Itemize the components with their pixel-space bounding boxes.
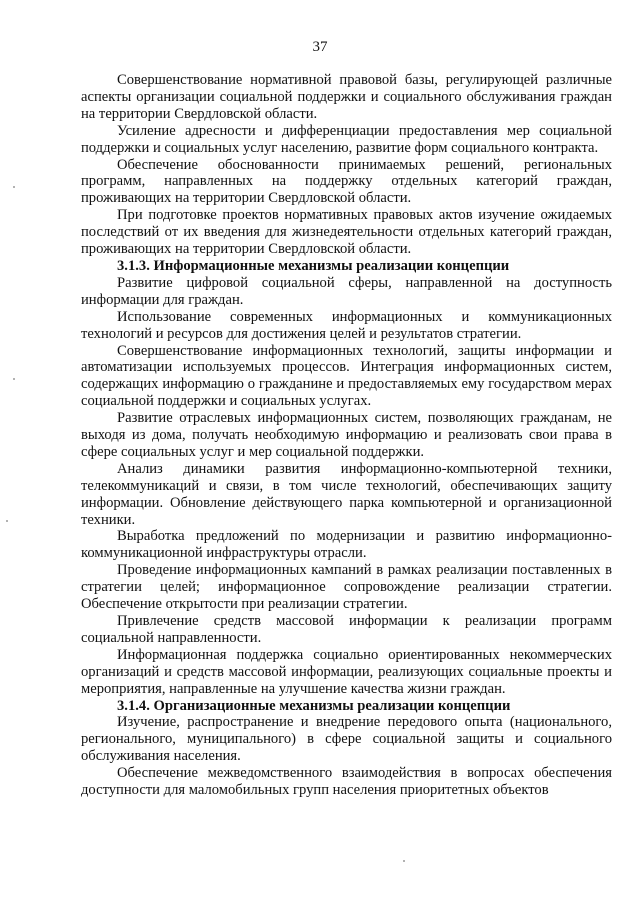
paragraph: Анализ динамики развития информационно-компьютерной техники, телекоммуникаций и связи, в том числе технологий, обеспечивающих защиту информации. Обновление действующего парка компьютерной и организационной техники.	[81, 460, 612, 528]
paragraph: При подготовке проектов нормативных правовых актов изучение ожидаемых последствий от их введения для жизнедеятельности отдельных категорий граждан, проживающих на территории Свердловской области.	[81, 207, 612, 258]
section-heading: 3.1.3. Информационные механизмы реализации концепции	[117, 257, 510, 274]
scan-speck	[13, 378, 15, 380]
paragraph: Развитие цифровой социальной сферы, направленной на доступность информации для граждан.	[81, 274, 612, 308]
scan-speck	[13, 186, 15, 188]
paragraph: Развитие отраслевых информационных систем, позволяющих гражданам, не выходя из дома, получать необходимую информацию и реализовать свои права в сфере социальных услуг и мер социальной поддержки.	[81, 410, 612, 460]
paragraph: Усиление адресности и дифференциации предоставления мер социальной поддержки и социальных услуг населению, развитие форм социального контракта.	[81, 122, 612, 156]
paragraph: Использование современных информационных и коммуникационных технологий и ресурсов для достижения целей и результатов стратегии.	[81, 308, 612, 342]
scan-speck	[6, 520, 8, 522]
scan-speck	[403, 860, 405, 862]
paragraph: Информационная поддержка социально ориентированных некоммерческих организаций и средств массовой информации, реализующих социальные проекты и мероприятия, направленные на улучшение качества жизни граждан.	[81, 646, 612, 697]
paragraph: Совершенствование нормативной правовой базы, регулирующей различные аспекты организации социальной поддержки и социального обслуживания граждан на территории Свердловской области.	[81, 72, 612, 122]
paragraph: Выработка предложений по модернизации и развитию информационно-коммуникационной инфраструктуры отрасли.	[81, 528, 612, 562]
paragraph: Совершенствование информационных технологий, защиты информации и автоматизации используемых процессов. Интеграция информационных систем, содержащих информацию о гражданине и предоставляемых ему государством мерах социальной поддержки и социальных услугах.	[81, 342, 612, 410]
paragraph: Привлечение средств массовой информации к реализации программ социальной направленности.	[81, 613, 612, 646]
paragraph: Проведение информационных кампаний в рамках реализации поставленных в стратегии целей; информационное сопровождение реализации стратегии. Обеспечение открытости при реализации стратегии.	[81, 562, 612, 613]
document-body	[81, 72, 612, 799]
section-heading: 3.1.4. Организационные механизмы реализации концепции	[117, 697, 511, 714]
paragraph: Обеспечение обоснованности принимаемых решений, региональных программ, направленных на поддержку отдельных категорий граждан, проживающих на территории Свердловской области.	[81, 156, 612, 207]
paragraph: Обеспечение межведомственного взаимодействия в вопросах обеспечения доступности для маломобильных групп населения приоритетных объектов	[81, 765, 612, 799]
page-number: 37	[312, 39, 328, 55]
paragraph: Изучение, распространение и внедрение передового опыта (национального, регионального, муниципального) в сфере социальной защиты и социального обслуживания населения.	[81, 714, 612, 765]
